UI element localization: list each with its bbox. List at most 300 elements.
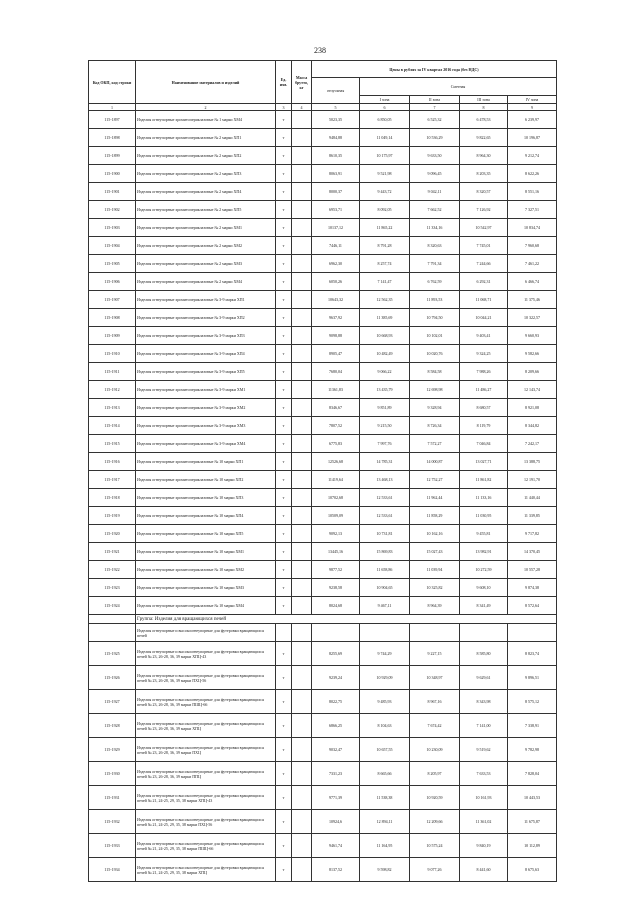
row-price-delivery: 7331,23 <box>312 762 360 786</box>
row-price-zone-3: 6 478,53 <box>460 111 508 129</box>
header-prices: Цены в рублях за IV квартал 2016 года (без НДС) <box>312 61 557 78</box>
row-price-zone-4: 14 370,45 <box>508 543 557 561</box>
column-number: 7 <box>410 104 460 111</box>
row-price-zone-2: 10 162,16 <box>410 525 460 543</box>
row-price-zone-2: 9 096,45 <box>410 165 460 183</box>
row-mass <box>292 507 312 525</box>
table-row <box>89 489 557 507</box>
row-price-zone-3: 7 046,84 <box>460 435 508 453</box>
row-name: Изделия огнеупорные хромитопериклазовые № 10 марки ХП4 <box>136 507 276 525</box>
row-code: 115-1902 <box>89 201 136 219</box>
row-price-zone-2: 8 320,63 <box>410 237 460 255</box>
row-unit: т <box>276 507 292 525</box>
row-name: Изделия огнеупорные хромитопериклазовые № 3-9 марки ХП5 <box>136 363 276 381</box>
row-price-zone-3: 9 629,61 <box>460 666 508 690</box>
row-price-zone-4: 7 461,22 <box>508 255 557 273</box>
row-price-zone-4: 10 557,28 <box>508 561 557 579</box>
row-mass <box>292 399 312 417</box>
row-mass <box>292 237 312 255</box>
row-mass <box>292 417 312 435</box>
row-name: Изделия огнеупорные хромитопериклазовые № 3-9 марки ХМ3 <box>136 417 276 435</box>
row-name: Изделия огнеупорные хромитопериклазовые № 2 марки ХМ3 <box>136 255 276 273</box>
row-price-zone-4: 11 675,87 <box>508 810 557 834</box>
row-price-zone-3: 10 272,59 <box>460 561 508 579</box>
row-price-zone-2: 15 027,43 <box>410 543 460 561</box>
row-price-zone-1: 8 257,74 <box>360 255 410 273</box>
row-unit: т <box>276 858 292 882</box>
row-code: 115-1934 <box>89 858 136 882</box>
row-price-zone-3: 11 133,16 <box>460 489 508 507</box>
row-price-zone-3: 9 822,65 <box>460 129 508 147</box>
row-price-zone-2: 11 893,53 <box>410 291 460 309</box>
row-price-zone-2: 10 794,50 <box>410 309 460 327</box>
row-unit: т <box>276 147 292 165</box>
row-mass <box>292 291 312 309</box>
row-name: Изделия огнеупорные и высокоогнеупорные для футеровки вращающихся печей № 23, 26-28, 36, 39 марки ХПЦ-43 <box>136 642 276 666</box>
row-unit: т <box>276 111 292 129</box>
row-price-zone-1: 14 785,31 <box>360 453 410 471</box>
row-name: Изделия огнеупорные и высокоогнеупорные для футеровки вращающихся печей № 23, 26-28, 36, 39 марки ППЦ <box>136 762 276 786</box>
row-name: Изделия огнеупорные и высокоогнеупорные для футеровки вращающихся печей № 23, 26-28, 36, 39 марки ПХЦ-56 <box>136 666 276 690</box>
row-price-zone-2: 10 920,59 <box>410 786 460 810</box>
row-price-zone-1: 9 215,50 <box>360 417 410 435</box>
row-code: 115-1918 <box>89 489 136 507</box>
row-price-zone-1: 10 482,49 <box>360 345 410 363</box>
table-row <box>89 507 557 525</box>
row-price-zone-3: 10 044,21 <box>460 309 508 327</box>
row-code: 115-1905 <box>89 255 136 273</box>
row-price-zone-2: 10 020,76 <box>410 345 460 363</box>
table-row <box>89 597 557 615</box>
row-price-zone-2: 10 348,97 <box>410 666 460 690</box>
row-unit: т <box>276 345 292 363</box>
row-price-zone-4: 13 388,75 <box>508 453 557 471</box>
row-unit: т <box>276 597 292 615</box>
column-number: 9 <box>508 104 557 111</box>
row-price-zone-4: 8 921,08 <box>508 399 557 417</box>
price-table <box>88 60 557 882</box>
row-price-delivery: 9239,24 <box>312 666 360 690</box>
row-mass <box>292 738 312 762</box>
row-price-zone-3: 7 126,92 <box>460 201 508 219</box>
header-code: Код ОКП, код строки <box>89 61 136 104</box>
row-price-zone-2: 12 698,98 <box>410 381 460 399</box>
row-price-zone-3: 7 141,00 <box>460 714 508 738</box>
row-price-zone-1: 9 744,29 <box>360 642 410 666</box>
row-unit: т <box>276 561 292 579</box>
row-price-zone-4: 7 327,51 <box>508 201 557 219</box>
row-price-zone-1: 11 538,38 <box>360 786 410 810</box>
row-code: 115-1919 <box>89 507 136 525</box>
row-code: 115-1930 <box>89 762 136 786</box>
row-mass <box>292 642 312 666</box>
row-mass <box>292 201 312 219</box>
row-price-delivery: 13445,16 <box>312 543 360 561</box>
row-mass <box>292 255 312 273</box>
row-name: Изделия огнеупорные хромитопериклазовые № 3-9 марки ХМ2 <box>136 399 276 417</box>
row-code: 115-1909 <box>89 327 136 345</box>
row-price-zone-2: 6 762,59 <box>410 273 460 291</box>
row-code: 115-1928 <box>89 714 136 738</box>
row-price-zone-4: 10 196,87 <box>508 129 557 147</box>
row-price-zone-1: 11 385,69 <box>360 309 410 327</box>
row-price-zone-4: 11 339,85 <box>508 507 557 525</box>
group-note-empty-cell <box>360 624 410 642</box>
row-unit: т <box>276 237 292 255</box>
row-price-zone-2: 8 726,34 <box>410 417 460 435</box>
row-price-zone-2: 10 536,29 <box>410 129 460 147</box>
row-price-zone-2: 10 230,09 <box>410 738 460 762</box>
table-row <box>89 453 557 471</box>
row-price-zone-1: 9 066,22 <box>360 363 410 381</box>
table-row <box>89 399 557 417</box>
row-code: 115-1913 <box>89 399 136 417</box>
row-price-zone-3: 10 542,97 <box>460 219 508 237</box>
row-unit: т <box>276 273 292 291</box>
row-price-zone-2: 12 209,66 <box>410 810 460 834</box>
table-row <box>89 255 557 273</box>
row-unit: т <box>276 327 292 345</box>
row-code: 115-1900 <box>89 165 136 183</box>
table-row <box>89 183 557 201</box>
row-price-zone-1: 8 665,66 <box>360 762 410 786</box>
table-row <box>89 738 557 762</box>
row-name: Изделия огнеупорные хромитопериклазовые № 10 марки ХМ4 <box>136 597 276 615</box>
row-code: 115-1922 <box>89 561 136 579</box>
row-code: 115-1898 <box>89 129 136 147</box>
row-price-delivery: 8346,67 <box>312 399 360 417</box>
row-price-zone-3: 9 403,41 <box>460 327 508 345</box>
row-price-delivery: 6962,30 <box>312 255 360 273</box>
row-code: 115-1908 <box>89 309 136 327</box>
row-name: Изделия огнеупорные хромитопериклазовые № 2 марки ХП4 <box>136 183 276 201</box>
header-delivery: отпускная <box>312 78 360 104</box>
row-price-zone-4: 11 375,46 <box>508 291 557 309</box>
row-price-delivery: 10137,12 <box>312 219 360 237</box>
row-code: 115-1926 <box>89 666 136 690</box>
row-price-zone-2: 9 042,11 <box>410 183 460 201</box>
header-zone-3: III зона <box>460 96 508 104</box>
row-code: 115-1933 <box>89 834 136 858</box>
table-row <box>89 858 557 882</box>
row-price-zone-3: 13 027,71 <box>460 453 508 471</box>
row-price-zone-3: 8 343,98 <box>460 690 508 714</box>
row-price-zone-3: 9 324,25 <box>460 345 508 363</box>
table-row <box>89 111 557 129</box>
row-price-zone-3: 11 486,27 <box>460 381 508 399</box>
table-row <box>89 363 557 381</box>
row-price-zone-2: 8 967,16 <box>410 690 460 714</box>
group-note-row <box>89 624 557 642</box>
row-price-zone-1: 10 657,55 <box>360 738 410 762</box>
row-price-zone-2: 11 962,44 <box>410 489 460 507</box>
row-unit: т <box>276 399 292 417</box>
row-price-zone-4: 6 466,74 <box>508 273 557 291</box>
group-title: Группа: Изделия для вращающихся печей <box>136 615 557 624</box>
row-price-zone-2: 6 525,32 <box>410 111 460 129</box>
row-code: 115-1920 <box>89 525 136 543</box>
row-price-zone-1: 9 467,11 <box>360 597 410 615</box>
row-mass <box>292 471 312 489</box>
row-price-zone-2: 10 575,24 <box>410 834 460 858</box>
row-price-zone-4: 10 834,74 <box>508 219 557 237</box>
row-price-zone-1: 8 791,28 <box>360 237 410 255</box>
row-price-zone-2: 10 325,82 <box>410 579 460 597</box>
row-price-zone-4: 9 896,51 <box>508 666 557 690</box>
row-price-zone-4: 7 242,17 <box>508 435 557 453</box>
row-unit: т <box>276 381 292 399</box>
row-price-zone-4: 9 874,38 <box>508 579 557 597</box>
row-mass <box>292 309 312 327</box>
row-unit: т <box>276 453 292 471</box>
row-code: 115-1929 <box>89 738 136 762</box>
row-price-zone-3: 8 203,35 <box>460 165 508 183</box>
row-price-zone-4: 10 322,57 <box>508 309 557 327</box>
row-price-zone-1: 11 164,95 <box>360 834 410 858</box>
row-price-zone-2: 12 752,27 <box>410 471 460 489</box>
row-price-zone-1: 10 668,93 <box>360 327 410 345</box>
row-price-zone-1: 12 533,61 <box>360 489 410 507</box>
column-number: 1 <box>89 104 136 111</box>
row-price-zone-4: 8 622,26 <box>508 165 557 183</box>
row-name: Изделия огнеупорные хромитопериклазовые № 3-9 марки ХП1 <box>136 291 276 309</box>
header-unit: Ед. изм. <box>276 61 292 104</box>
row-mass <box>292 183 312 201</box>
row-price-delivery: 8022,75 <box>312 690 360 714</box>
row-name: Изделия огнеупорные хромитопериклазовые № 3-9 марки ХП3 <box>136 327 276 345</box>
row-price-zone-2: 7 572,27 <box>410 435 460 453</box>
row-unit: т <box>276 579 292 597</box>
table-row <box>89 201 557 219</box>
row-price-delivery: 8024,68 <box>312 597 360 615</box>
row-code: 115-1921 <box>89 543 136 561</box>
row-price-delivery: 10924,6 <box>312 810 360 834</box>
table-row <box>89 165 557 183</box>
row-name: Изделия огнеупорные и высокоогнеупорные для футеровки вращающихся печей № 21, 24-25, 29, 35, 38 марки ХПЦ-43 <box>136 786 276 810</box>
row-price-zone-1: 10 175,97 <box>360 147 410 165</box>
row-code: 115-1907 <box>89 291 136 309</box>
row-price-zone-4: 9 660,93 <box>508 327 557 345</box>
row-price-zone-3: 7 633,53 <box>460 762 508 786</box>
row-price-zone-4: 7 338,91 <box>508 714 557 738</box>
column-numbers-row <box>89 104 557 111</box>
row-price-zone-1: 7 997,76 <box>360 435 410 453</box>
row-unit: т <box>276 255 292 273</box>
table-row <box>89 219 557 237</box>
row-mass <box>292 381 312 399</box>
row-unit: т <box>276 309 292 327</box>
table-row <box>89 762 557 786</box>
row-code: 115-1927 <box>89 690 136 714</box>
group-note-empty-cell <box>410 624 460 642</box>
row-name: Изделия огнеупорные хромитопериклазовые № 3-9 марки ХП2 <box>136 309 276 327</box>
row-price-zone-4: 12 191,70 <box>508 471 557 489</box>
row-unit: т <box>276 129 292 147</box>
row-price-zone-2: 11 039,94 <box>410 561 460 579</box>
row-name: Изделия огнеупорные хромитопериклазовые № 3-9 марки ХМ1 <box>136 381 276 399</box>
row-price-zone-2: 8 205,97 <box>410 762 460 786</box>
row-price-delivery: 9637,92 <box>312 309 360 327</box>
column-number: 5 <box>312 104 360 111</box>
row-mass <box>292 363 312 381</box>
row-price-zone-4: 8 344,82 <box>508 417 557 435</box>
row-unit: т <box>276 525 292 543</box>
row-unit: т <box>276 666 292 690</box>
row-price-delivery: 6866,25 <box>312 714 360 738</box>
row-unit: т <box>276 471 292 489</box>
row-code: 115-1924 <box>89 597 136 615</box>
row-unit: т <box>276 762 292 786</box>
row-price-zone-2: 9 328,94 <box>410 399 460 417</box>
row-price-zone-2: 7 674,42 <box>410 714 460 738</box>
table-row <box>89 690 557 714</box>
row-price-zone-1: 11 865,22 <box>360 219 410 237</box>
row-price-delivery: 8255,69 <box>312 642 360 666</box>
row-price-zone-2: 7 791,34 <box>410 255 460 273</box>
group-note-empty-cell <box>276 624 292 642</box>
table-row <box>89 417 557 435</box>
row-mass <box>292 111 312 129</box>
row-price-zone-3: 11 030,95 <box>460 507 508 525</box>
row-name: Изделия огнеупорные хромитопериклазовые № 10 марки ХП2 <box>136 471 276 489</box>
row-price-delivery: 6775,83 <box>312 435 360 453</box>
row-price-zone-3: 10 161,93 <box>460 786 508 810</box>
row-price-zone-4: 10 112,89 <box>508 834 557 858</box>
row-name: Изделия огнеупорные хромитопериклазовые № 10 марки ХМ2 <box>136 561 276 579</box>
row-price-zone-3: 6 292,31 <box>460 273 508 291</box>
header-name: Наименование материалов и изделий <box>136 61 276 104</box>
row-price-delivery: 9032,47 <box>312 738 360 762</box>
row-name: Изделия огнеупорные хромитопериклазовые № 2 марки ХМ4 <box>136 273 276 291</box>
row-price-zone-4: 11 440,44 <box>508 489 557 507</box>
row-mass <box>292 690 312 714</box>
row-mass <box>292 453 312 471</box>
row-name: Изделия огнеупорные хромитопериклазовые № 1 марки ХМ4 <box>136 111 276 129</box>
row-name: Изделия огнеупорные хромитопериклазовые № 3-9 марки ХМ4 <box>136 435 276 453</box>
group-note-empty-cell <box>312 624 360 642</box>
row-price-delivery: 8000,37 <box>312 183 360 201</box>
row-unit: т <box>276 690 292 714</box>
row-price-zone-1: 13 468,13 <box>360 471 410 489</box>
row-name: Изделия огнеупорные и высокоогнеупорные для футеровки вращающихся печей № 23, 26-28, 36, 39 марки ХПЦ <box>136 714 276 738</box>
row-code: 115-1925 <box>89 642 136 666</box>
row-price-zone-2: 9 227,15 <box>410 642 460 666</box>
row-price-delivery: 7446,11 <box>312 237 360 255</box>
row-price-zone-2: 7 662,52 <box>410 201 460 219</box>
table-row <box>89 471 557 489</box>
row-name: Изделия огнеупорные хромитопериклазовые № 10 марки ХП1 <box>136 453 276 471</box>
row-price-zone-2: 14 000,87 <box>410 453 460 471</box>
row-price-zone-1: 10 929,09 <box>360 666 410 690</box>
table-row <box>89 327 557 345</box>
row-price-delivery: 5023,35 <box>312 111 360 129</box>
row-mass <box>292 345 312 363</box>
row-price-zone-4: 8 572,64 <box>508 597 557 615</box>
row-code: 115-1931 <box>89 786 136 810</box>
row-mass <box>292 165 312 183</box>
row-mass <box>292 435 312 453</box>
row-price-zone-4: 8 575,12 <box>508 690 557 714</box>
row-price-delivery: 11419,64 <box>312 471 360 489</box>
column-number: 6 <box>360 104 410 111</box>
row-unit: т <box>276 738 292 762</box>
row-price-zone-4: 6 239,97 <box>508 111 557 129</box>
row-code: 115-1916 <box>89 453 136 471</box>
row-price-zone-3: 9 840,19 <box>460 834 508 858</box>
table-row <box>89 381 557 399</box>
row-name: Изделия огнеупорные хромитопериклазовые № 2 марки ХМ1 <box>136 219 276 237</box>
row-price-zone-3: 11 361,02 <box>460 810 508 834</box>
row-mass <box>292 561 312 579</box>
row-price-zone-4: 9 717,82 <box>508 525 557 543</box>
column-number: 2 <box>136 104 276 111</box>
row-unit: т <box>276 489 292 507</box>
table-row <box>89 579 557 597</box>
table-row <box>89 435 557 453</box>
row-mass <box>292 147 312 165</box>
row-price-delivery: 9098,88 <box>312 327 360 345</box>
row-price-zone-2: 8 584,58 <box>410 363 460 381</box>
row-name: Изделия огнеупорные и высокоогнеупорные для футеровки вращающихся печей № 21, 24-25, 29, 35, 38 марки ХПЦ <box>136 858 276 882</box>
row-mass <box>292 129 312 147</box>
row-price-zone-1: 8 092,05 <box>360 201 410 219</box>
row-code: 115-1917 <box>89 471 136 489</box>
row-unit: т <box>276 786 292 810</box>
row-name: Изделия огнеупорные хромитопериклазовые № 3-9 марки ХП4 <box>136 345 276 363</box>
row-unit: т <box>276 165 292 183</box>
row-price-zone-1: 8 104,63 <box>360 714 410 738</box>
row-price-delivery: 9771,39 <box>312 786 360 810</box>
group-note-code-cell <box>89 624 136 642</box>
row-code: 115-1910 <box>89 345 136 363</box>
row-price-zone-3: 8 119,79 <box>460 417 508 435</box>
row-price-delivery: 6953,71 <box>312 201 360 219</box>
row-name: Изделия огнеупорные хромитопериклазовые № 10 марки ХП5 <box>136 525 276 543</box>
row-price-zone-1: 12 894,11 <box>360 810 410 834</box>
row-price-zone-1: 15 869,83 <box>360 543 410 561</box>
column-number: 4 <box>292 104 312 111</box>
row-code: 115-1923 <box>89 579 136 597</box>
group-note: Изделия огнеупорные и высокоогнеупорные для футеровки вращающихся печей <box>136 624 276 642</box>
row-price-zone-4: 8 675,63 <box>508 858 557 882</box>
header-estimate: Сметная <box>360 78 557 96</box>
row-price-zone-3: 9 608,10 <box>460 579 508 597</box>
row-mass <box>292 543 312 561</box>
row-price-delivery: 12526,68 <box>312 453 360 471</box>
row-price-zone-1: 9 851,89 <box>360 399 410 417</box>
row-price-zone-2: 11 858,29 <box>410 507 460 525</box>
row-price-delivery: 7680,04 <box>312 363 360 381</box>
row-price-zone-3: 7 745,01 <box>460 237 508 255</box>
row-price-zone-4: 7 960,68 <box>508 237 557 255</box>
row-mass <box>292 810 312 834</box>
page-number: 238 <box>314 46 326 55</box>
row-name: Изделия огнеупорные хромитопериклазовые № 2 марки ХП1 <box>136 129 276 147</box>
row-price-zone-2: 8 964,39 <box>410 597 460 615</box>
row-name: Изделия огнеупорные и высокоогнеупорные для футеровки вращающихся печей № 23, 26-28, 36, 39 марки ПХЦ <box>136 738 276 762</box>
row-mass <box>292 597 312 615</box>
row-unit: т <box>276 642 292 666</box>
table-row <box>89 345 557 363</box>
row-price-zone-4: 8 823,74 <box>508 642 557 666</box>
table-row <box>89 237 557 255</box>
row-price-zone-3: 9 519,62 <box>460 738 508 762</box>
row-mass <box>292 714 312 738</box>
row-price-zone-2: 9 077,26 <box>410 858 460 882</box>
row-name: Изделия огнеупорные хромитопериклазовые № 2 марки ХМ2 <box>136 237 276 255</box>
row-name: Изделия огнеупорные хромитопериклазовые № 10 марки ХП3 <box>136 489 276 507</box>
group-code-cell <box>89 615 136 624</box>
